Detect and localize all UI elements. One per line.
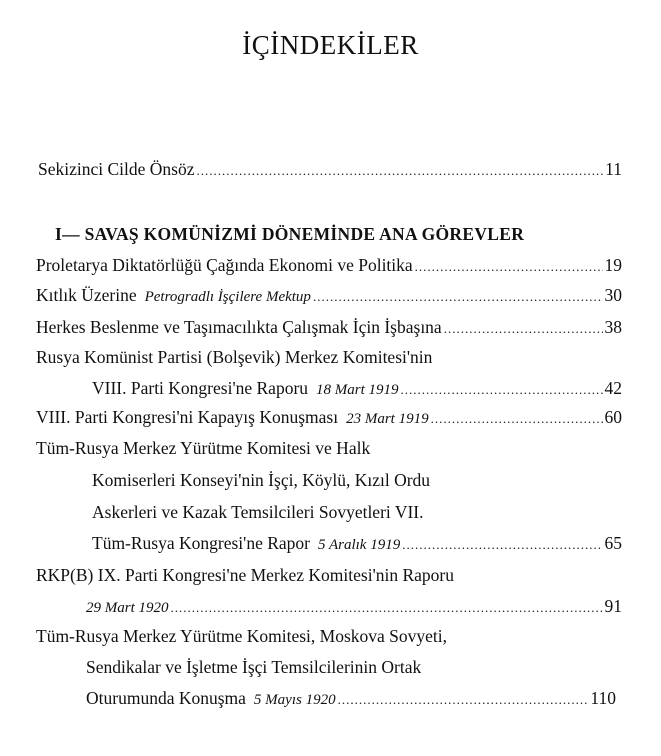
toc-entry bbox=[36, 284, 622, 308]
toc-entry-line: Rusya Komünist Partisi (Bolşevik) Merkez Komitesi'nin bbox=[36, 347, 433, 367]
toc-entry-text: Tüm-Rusya Kongresi'ne Rapor bbox=[92, 533, 310, 553]
toc-entry-date: 23 Mart 1919 bbox=[346, 411, 429, 427]
leader-dots bbox=[197, 160, 604, 182]
leader-dots bbox=[444, 318, 603, 340]
toc-page-number: 11 bbox=[605, 159, 622, 179]
toc-entry-line: Tüm-Rusya Merkez Yürütme Komitesi, Moskova Sovyeti, bbox=[36, 626, 448, 646]
toc-entry-subtitle: Petrogradlı İşçilere Mektup bbox=[144, 289, 311, 305]
toc-entry-text: Kıtlık Üzerine bbox=[36, 285, 137, 305]
leader-dots bbox=[401, 379, 603, 401]
toc-entry bbox=[86, 687, 616, 711]
toc-entry-text: Herkes Beslenme ve Taşımacılıkta Çalışmak İçin İşbaşına bbox=[36, 317, 442, 337]
leader-dots bbox=[402, 534, 602, 556]
toc-entry-date: 5 Aralık 1919 bbox=[317, 537, 401, 553]
toc-entry-date: 29 Mart 1920 bbox=[86, 600, 169, 616]
toc-page-number: 42 bbox=[604, 378, 622, 398]
toc-entry-line: RKP(B) IX. Parti Kongresi'ne Merkez Komitesi'nin Raporu bbox=[36, 565, 454, 585]
toc-page-number: 19 bbox=[604, 255, 622, 275]
toc-entry-line: Askerleri ve Kazak Temsilcileri Sovyetleri VII. bbox=[92, 502, 424, 522]
toc-entry-text: Sekizinci Cilde Önsöz bbox=[38, 159, 195, 179]
leader-dots bbox=[313, 286, 603, 308]
toc-page-number: 38 bbox=[604, 317, 622, 337]
toc-entry bbox=[36, 316, 622, 340]
leader-dots bbox=[415, 256, 603, 278]
toc-entry-text: VIII. Parti Kongresi'ni Kapayış Konuşması bbox=[36, 407, 339, 427]
toc-page-number: 110 bbox=[590, 688, 616, 708]
toc-entry bbox=[92, 532, 622, 556]
toc-entry bbox=[36, 406, 622, 430]
toc-page-number: 60 bbox=[604, 407, 622, 427]
toc-page-number: 30 bbox=[604, 285, 622, 305]
toc-entry bbox=[92, 377, 622, 401]
leader-dots bbox=[171, 597, 603, 619]
toc-entry bbox=[86, 595, 622, 619]
toc-entry-line: Komiserleri Konseyi'nin İşçi, Köylü, Kızıl Ordu bbox=[92, 470, 431, 490]
toc-entry-line: Tüm-Rusya Merkez Yürütme Komitesi ve Halk bbox=[36, 438, 371, 458]
leader-dots bbox=[431, 408, 603, 430]
page-title: İÇİNDEKİLER bbox=[242, 30, 419, 60]
leader-dots bbox=[338, 689, 589, 711]
toc-entry-date: 5 Mayıs 1920 bbox=[253, 692, 336, 708]
toc-entry-preface bbox=[38, 158, 622, 182]
toc-entry-text: VIII. Parti Kongresi'ne Raporu bbox=[92, 378, 309, 398]
section-heading: I— SAVAŞ KOMÜNİZMİ DÖNEMİNDE ANA GÖREVLER bbox=[55, 224, 525, 244]
toc-entry-line: Sendikalar ve İşletme İşçi Temsilcilerinin Ortak bbox=[86, 657, 422, 677]
toc-page-number: 91 bbox=[604, 596, 622, 616]
toc-entry-text: Proletarya Diktatörlüğü Çağında Ekonomi ve Politika bbox=[36, 255, 413, 275]
toc-page-number: 65 bbox=[604, 533, 622, 553]
toc-entry-date: 18 Mart 1919 bbox=[316, 382, 399, 398]
toc-entry bbox=[36, 254, 622, 278]
toc-entry-text: Oturumunda Konuşma bbox=[86, 688, 246, 708]
